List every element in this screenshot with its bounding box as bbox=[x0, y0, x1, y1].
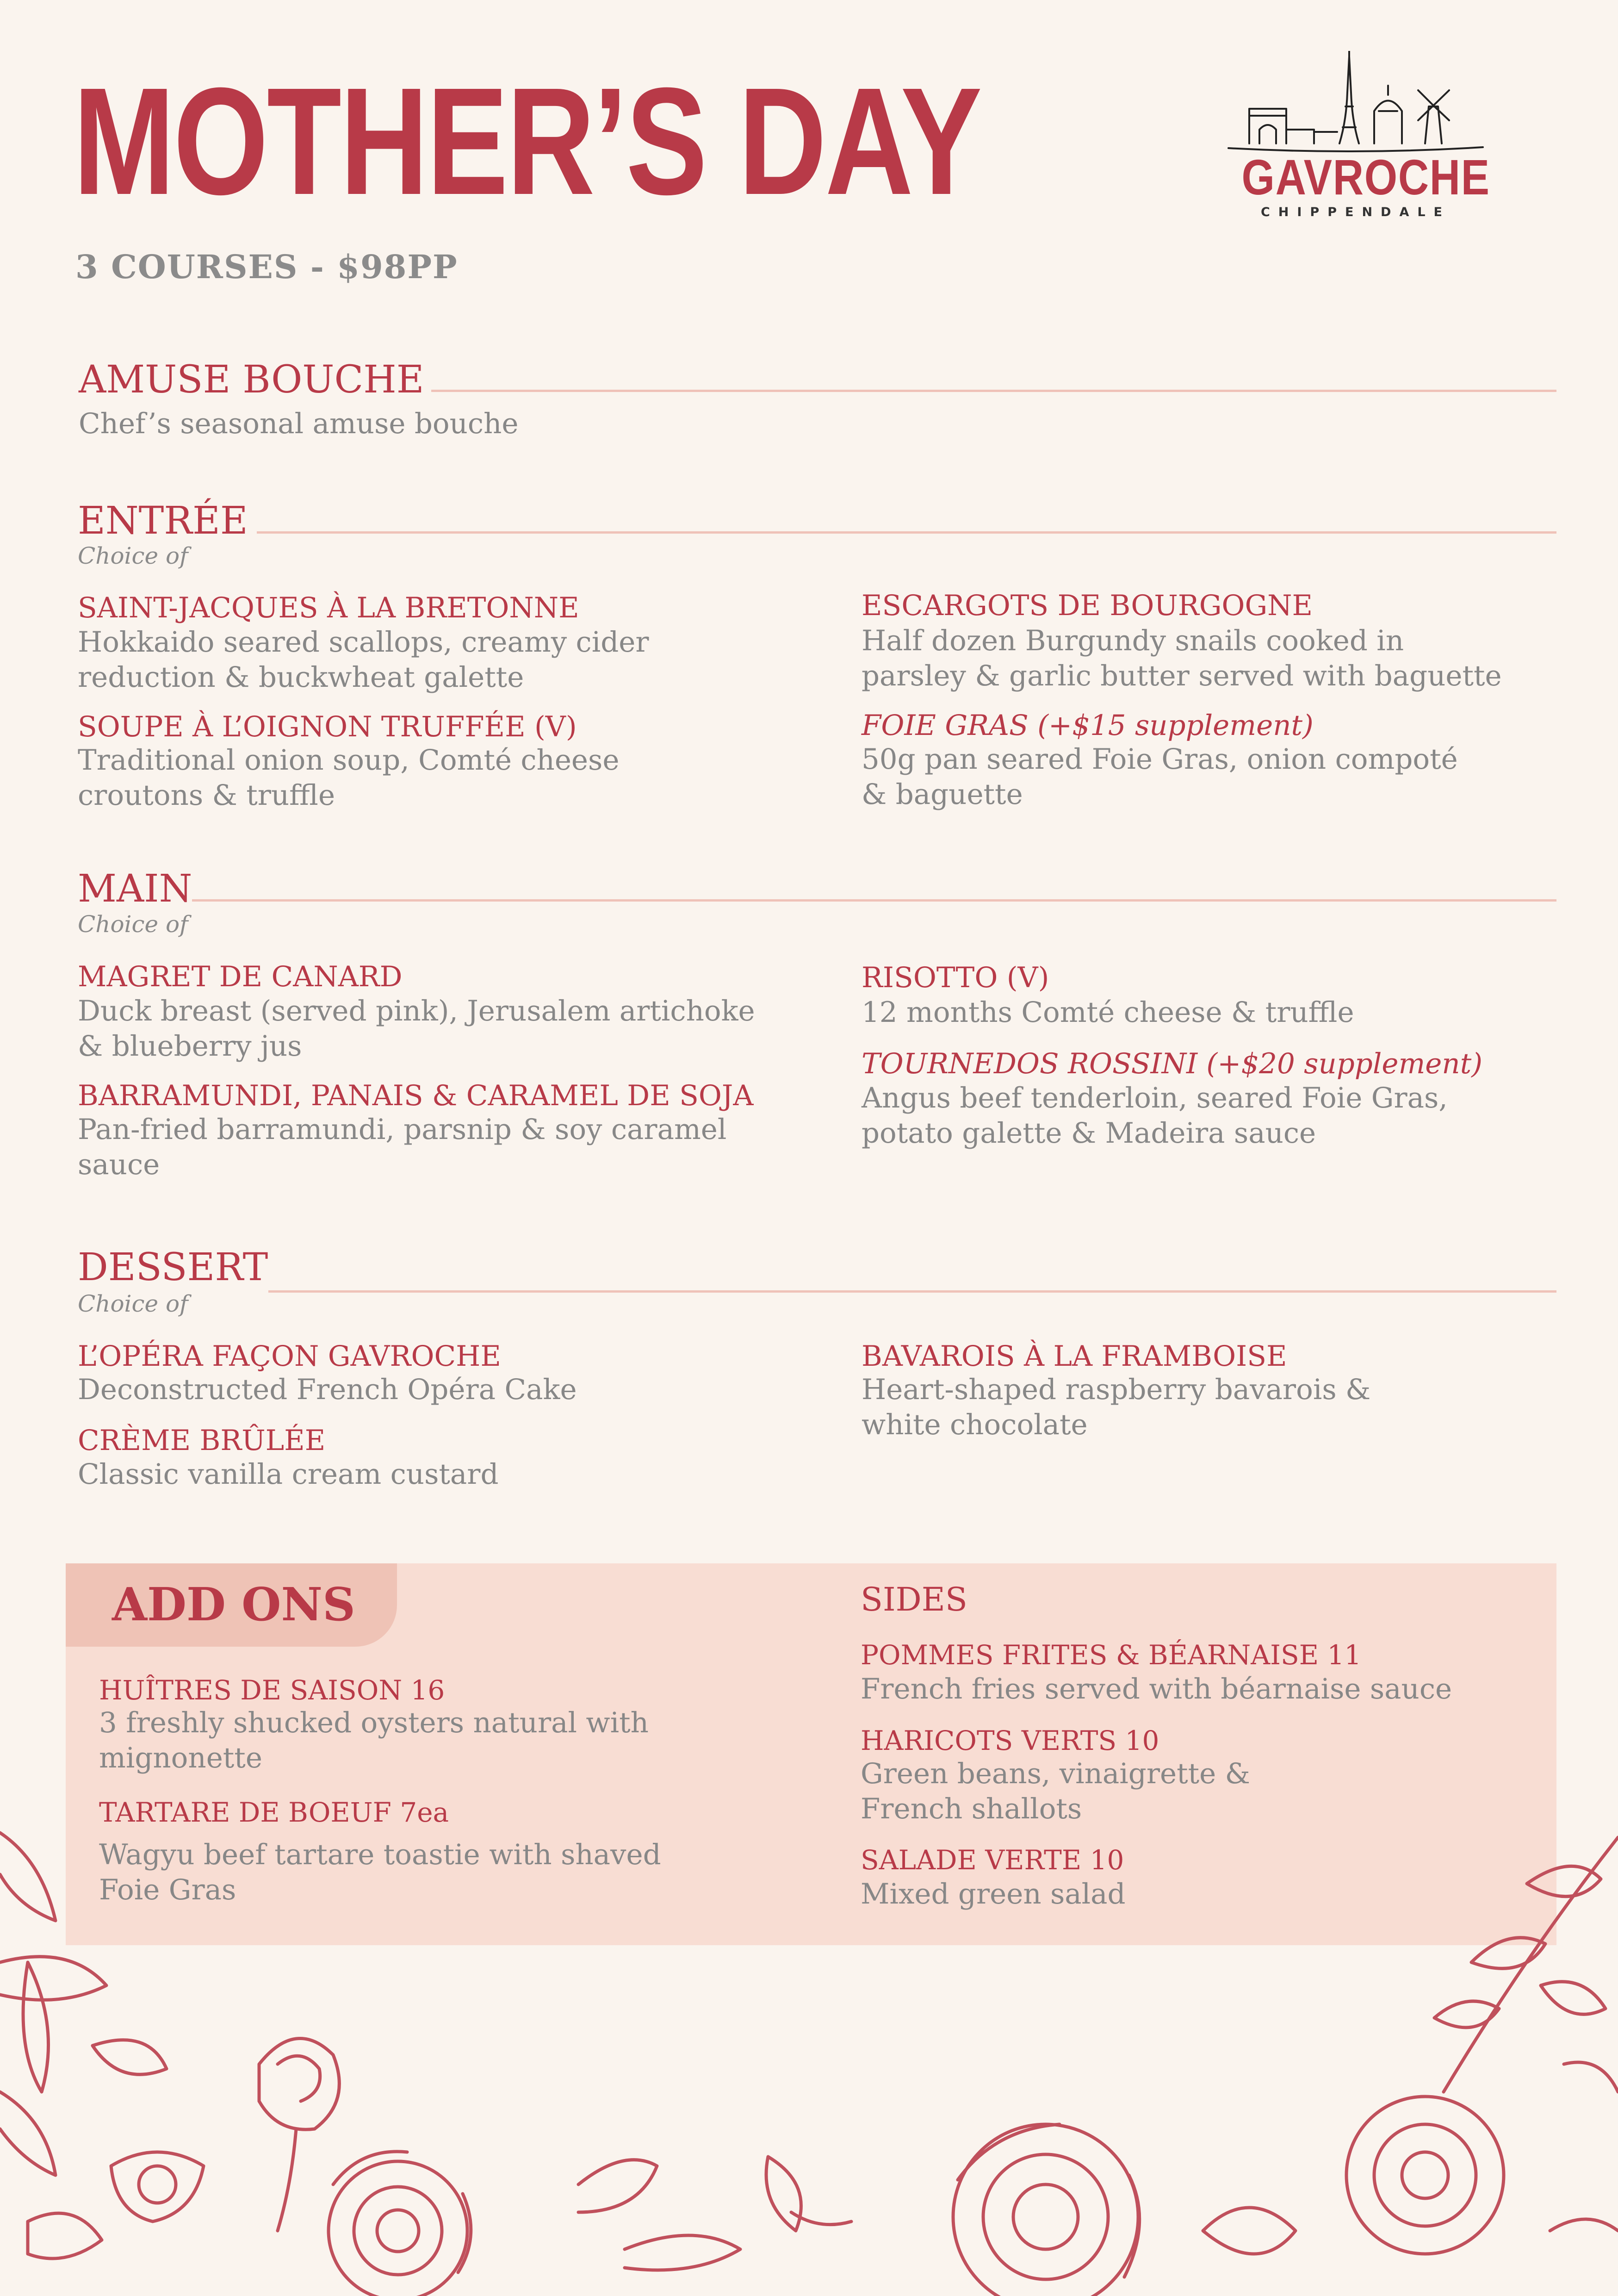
sides-title: SIDES bbox=[861, 1580, 967, 1618]
page-title: MOTHER’S DAY bbox=[73, 56, 981, 226]
main-section-title: MAIN bbox=[78, 867, 192, 911]
menu-item-description: 50g pan seared Foie Gras, onion compoté & baguette bbox=[862, 743, 1458, 811]
menu-item-name: BAVAROIS À LA FRAMBOISE bbox=[862, 1340, 1287, 1373]
entree-choice-note: Choice of bbox=[78, 542, 188, 569]
menu-item-name: FOIE GRAS (+$15 supplement) bbox=[862, 709, 1314, 742]
side-item-name: POMMES FRITES & BÉARNAISE 11 bbox=[861, 1639, 1362, 1671]
menu-item-name: CRÈME BRÛLÉE bbox=[78, 1424, 326, 1457]
menu-item-description: Pan-fried barramundi, parsnip & soy caramel sauce bbox=[78, 1113, 727, 1181]
side-item-description: Green beans, vinaigrette & French shallots bbox=[861, 1757, 1250, 1825]
menu-item-name: ESCARGOTS DE BOURGOGNE bbox=[862, 589, 1313, 622]
menu-item-name: MAGRET DE CANARD bbox=[78, 960, 403, 993]
menu-item-description: Angus beef tenderloin, seared Foie Gras, potato galette & Madeira sauce bbox=[862, 1082, 1448, 1150]
menu-item-description: Duck breast (served pink), Jerusalem artichoke & blueberry jus bbox=[78, 995, 755, 1063]
menu-item-description: Half dozen Burgundy snails cooked in parsley & garlic butter served with baguette bbox=[862, 624, 1502, 692]
section-divider bbox=[268, 1290, 1556, 1293]
menu-item-name: SAINT-JACQUES À LA BRETONNE bbox=[78, 591, 579, 624]
menu-item-name: RISOTTO (V) bbox=[862, 961, 1049, 994]
menu-item-description: Deconstructed French Opéra Cake bbox=[78, 1373, 577, 1406]
amuse-description: Chef’s seasonal amuse bouche bbox=[79, 407, 519, 440]
add-on-item-name: TARTARE DE BOEUF 7ea bbox=[99, 1797, 449, 1828]
side-item-description: Mixed green salad bbox=[861, 1878, 1126, 1910]
amuse-section-title: AMUSE BOUCHE bbox=[79, 358, 424, 402]
section-divider bbox=[192, 899, 1556, 902]
add-on-item-name: HUÎTRES DE SAISON 16 bbox=[99, 1674, 445, 1706]
side-item-name: SALADE VERTE 10 bbox=[861, 1844, 1124, 1876]
menu-item-name: BARRAMUNDI, PANAIS & CARAMEL DE SOJA bbox=[78, 1079, 754, 1112]
dessert-choice-note: Choice of bbox=[78, 1290, 188, 1317]
side-item-description: French fries served with béarnaise sauce bbox=[861, 1673, 1452, 1705]
menu-item-description: Traditional onion soup, Comté cheese croutons & truffle bbox=[78, 744, 620, 812]
add-on-item-description: Wagyu beef tartare toastie with shaved Foie Gras bbox=[99, 1838, 661, 1906]
menu-item-name: TOURNEDOS ROSSINI (+$20 supplement) bbox=[862, 1047, 1482, 1080]
dessert-section-title: DESSERT bbox=[78, 1245, 268, 1289]
section-divider bbox=[257, 531, 1556, 534]
menu-item-description: 12 months Comté cheese & truffle bbox=[862, 996, 1354, 1029]
menu-item-description: Heart-shaped raspberry bavarois & white chocolate bbox=[862, 1373, 1371, 1441]
side-item-name: HARICOTS VERTS 10 bbox=[861, 1725, 1159, 1756]
entree-section-title: ENTRÉE bbox=[78, 499, 248, 543]
menu-item-name: SOUPE À L’OIGNON TRUFFÉE (V) bbox=[78, 710, 577, 743]
logo-name: GAVROCHE bbox=[1241, 149, 1490, 205]
main-choice-note: Choice of bbox=[78, 911, 188, 938]
floral-border-icon bbox=[0, 1768, 1618, 2296]
logo-location: CHIPPENDALE bbox=[1260, 205, 1451, 219]
section-divider bbox=[431, 390, 1556, 392]
menu-item-name: L’OPÉRA FAÇON GAVROCHE bbox=[78, 1340, 501, 1373]
add-ons-title: ADD ONS bbox=[112, 1578, 355, 1631]
menu-item-description: Classic vanilla cream custard bbox=[78, 1458, 499, 1491]
menu-item-description: Hokkaido seared scallops, creamy cider reduction & buckwheat galette bbox=[78, 626, 649, 694]
price-subtitle: 3 COURSES - $98PP bbox=[75, 248, 458, 286]
add-on-item-description: 3 freshly shucked oysters natural with mignonette bbox=[99, 1706, 649, 1774]
